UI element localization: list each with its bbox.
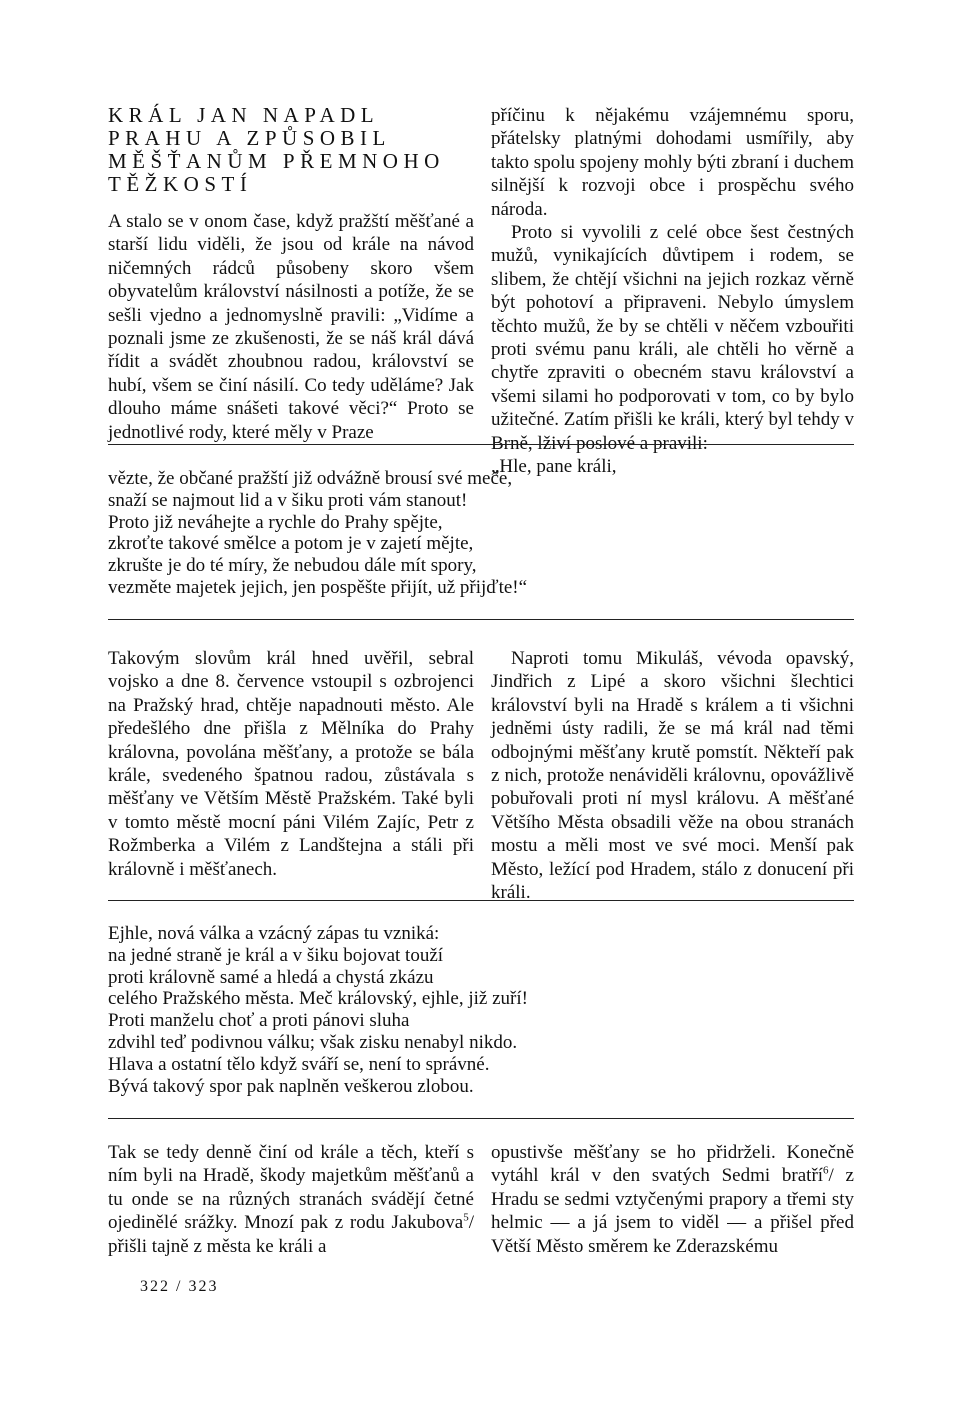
verse-line: zkrušte je do té míry, že nebudou dále mít spory, — [108, 555, 477, 577]
right-column-2 — [491, 647, 854, 904]
verse-line: zdvihl teď podivnou válku; však zisku nenabyl nikdo. — [108, 1031, 518, 1053]
page-numbers: 322 / 323 — [140, 1278, 219, 1295]
paragraph: příčinu k nějakému vzájemnému sporu, přátelsky platnými dohodami usmířily, aby takto spolu spojeny mohly býti zbraní i duchem silnější k rozvoji obce i prospěchu svého národa. — [491, 105, 854, 220]
text-run: / z Hradu se sedmi vztyčenými prapory a třemi sty helmic — a já jsem to viděl — a přišel před Větší Město směrem ke Zderazskému — [491, 1165, 854, 1257]
verse-line: celého Pražského města. Meč královský, ejhle, již zuří! — [108, 988, 528, 1010]
heading-line: KRÁL JAN NAPADL — [108, 103, 380, 127]
paragraph: „Hle, pane králi, — [491, 456, 617, 478]
verse-line: vězte, že občané pražští již odvážně brousí své meče, — [108, 468, 513, 489]
section-divider — [108, 1118, 854, 1119]
heading-line: MĚŠŤANŮM PŘEMNOHO — [108, 149, 445, 173]
paragraph: Naproti tomu Mikuláš, vévoda opavský, Jindřich z Lipé a skoro všichni šlechtici království byli na Hradě s králem a ti všichni jedněmi ústy radili, že se má král nad těmi odbojnými měšťany krutě pomstít. Někteří pak z nich, protože nenáviděli královnu, opovážlivě pobuřovali proti ní mysl královu. A měšťané Většího Města obsadili věže na obou stranách mostu a měli most ve své moci. Menší pak Město, ležící pod Hradem, stálo z donucení při králi. — [491, 648, 854, 904]
heading-line: TĚŽKOSTÍ — [108, 172, 253, 196]
section-divider — [108, 444, 854, 445]
section-divider — [108, 900, 854, 901]
text-run: opustivše měšťany se ho přidrželi. Konečně vytáhl král v den svatých Sedmi bratří — [491, 1142, 854, 1187]
verse-line: Ejhle, nová válka a vzácný zápas tu vzniká: — [108, 923, 440, 944]
verse-line: Bývá takový spor pak naplněn veškerou zlobou. — [108, 1075, 474, 1097]
verse-line: Proto již neváhejte a rychle do Prahy spějte, — [108, 511, 443, 533]
text-run: / přišli tajně z města ke králi a — [108, 1212, 474, 1257]
verse-line: Hlava a ostatní tělo když sváří se, není to správné. — [108, 1053, 490, 1075]
section-divider — [108, 619, 854, 620]
paragraph — [108, 1141, 474, 1258]
verse-line: Proti manželu choť a proti pánovi sluha — [108, 1010, 410, 1032]
left-column-2 — [108, 647, 474, 881]
paragraph: A stalo se v onom čase, když pražští měšťané a starší lidu viděli, že jsou od krále na návod ničemných rádců působeny skoro všem obyvatelům království násilnosti a potíže, že se sešli vjedno a jednomyslně pravili: „Vidíme a poznali jsme ze zkušenosti, že se náš král dává řídit a svádět zhoubnou radou, království se hubí, všem se činí násilí. Co tedy uděláme? Jak dlouho máme snášeti takové věci?“ Proto se jednotlivé rody, které měly v Praze — [108, 211, 474, 443]
verse-block-2 — [108, 923, 528, 1097]
text-run: Tak se tedy denně činí od krále a těch, kteří s ním byli na Hradě, škody majetkům měšťanů a tu onde se na různých stranách svádějí četné ojedinělé srážky. Mnozí pak z rodu Jakubova — [108, 1142, 474, 1234]
left-column-3 — [108, 1141, 474, 1258]
verse-line: na jedné straně je král a v šiku bojovat touží — [108, 944, 444, 966]
footnote-marker: 6 — [823, 1165, 829, 1178]
verse-line: vezměte majetek jejich, jen pospěšte přijít, už přijďte!“ — [108, 576, 528, 598]
paragraph — [491, 1141, 854, 1258]
verse-line: zkroťte takové smělce a potom je v zajetí mějte, — [108, 533, 474, 555]
paragraph: Takovým slovům král hned uvěřil, sebral vojsko a dne 8. července vstoupil s ozbrojenci na Pražský hrad, chtěje napadnouti město. Ale předešlého dne přišla z Mělníka do Prahy královna, povolána měšťany, a protože se bála krále, svedeného špatnou radou, zůstávala s měšťany ve Větším Městě Pražském. Také byli v tomto městě mocní páni Vilém Zajíc, Petr z Rožmberka a Vilém z Landštejna a stáli při královně i měšťanech. — [108, 648, 474, 880]
paragraph: Proto si vyvolili z celé obce šest čestných mužů, vynikajících důvtipem i rodem, se slibem, že chtějí všichni na jejich rozkaz věrně být pohotoví a připraveni. Nebylo úmyslem těchto mužů, že by se chtěli v něčem vzbouřiti proti svému panu králi, ale chtěli ho věrně a chytře zpraviti o obecném stavu království a všemi silami ho podporovati v tom, co by bylo užitečné. Zatím přišli ke králi, který byl tehdy v Brně, lživí poslové a pravili: — [491, 222, 855, 454]
verse-block-1 — [108, 468, 527, 599]
verse-line: proti královně samé a hledá a chystá zkázu — [108, 966, 434, 988]
left-column-1 — [108, 104, 474, 444]
chapter-heading — [108, 104, 474, 196]
right-column-1 — [491, 104, 854, 479]
right-column-3 — [491, 1141, 854, 1258]
verse-line: snaží se najmout lid a v šiku proti vám stanout! — [108, 489, 468, 511]
heading-line: PRAHU A ZPŮSOBIL — [108, 126, 391, 150]
footnote-marker: 5 — [463, 1211, 469, 1224]
